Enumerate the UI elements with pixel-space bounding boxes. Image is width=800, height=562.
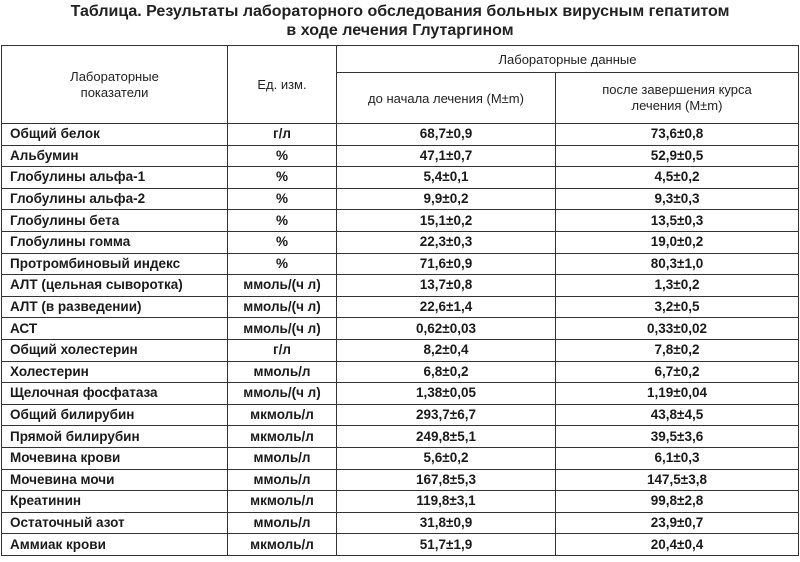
before-value-cell: 9,9±0,2 (337, 188, 556, 210)
indicator-name-cell: Глобулины альфа-2 (2, 188, 228, 210)
indicator-name-cell: АСТ (2, 318, 228, 340)
after-value-cell: 23,9±0,7 (556, 512, 799, 534)
after-value-cell: 43,8±4,5 (556, 404, 799, 426)
before-value-cell: 119,8±3,1 (337, 491, 556, 513)
after-value-cell: 7,8±0,2 (556, 339, 799, 361)
after-value-cell: 0,33±0,02 (556, 318, 799, 340)
header-before-treatment: до начала лечения (M±m) (337, 73, 556, 124)
unit-cell: ммоль/л (228, 469, 337, 491)
unit-cell: мкмоль/л (228, 426, 337, 448)
table-row (2, 253, 799, 275)
before-value-cell: 6,8±0,2 (337, 361, 556, 383)
after-value-cell: 80,3±1,0 (556, 253, 799, 275)
unit-cell: ммоль/(ч л) (228, 318, 337, 340)
after-value-cell: 52,9±0,5 (556, 145, 799, 167)
after-value-cell: 1,3±0,2 (556, 275, 799, 297)
after-value-cell: 99,8±2,8 (556, 491, 799, 513)
unit-cell: ммоль/(ч л) (228, 275, 337, 297)
before-value-cell: 22,6±1,4 (337, 296, 556, 318)
before-value-cell: 51,7±1,9 (337, 534, 556, 556)
indicator-name-cell: АЛТ (цельная сыворотка) (2, 275, 228, 297)
table-row (2, 339, 799, 361)
table-row (2, 296, 799, 318)
table-row (2, 231, 799, 253)
after-value-cell: 39,5±3,6 (556, 426, 799, 448)
header-indicators: Лабораторные показатели (2, 46, 228, 124)
indicator-name-cell: Остаточный азот (2, 512, 228, 534)
table-row (2, 447, 799, 469)
table-title-line-1: Таблица. Результаты лабораторного обследования больных вирусным гепатитом (70, 3, 730, 20)
before-value-cell: 293,7±6,7 (337, 404, 556, 426)
unit-cell: мкмоль/л (228, 534, 337, 556)
after-value-cell: 1,19±0,04 (556, 383, 799, 405)
after-value-cell: 6,1±0,3 (556, 447, 799, 469)
table-row (2, 361, 799, 383)
unit-cell: % (228, 253, 337, 275)
table-row (2, 512, 799, 534)
table-row (2, 210, 799, 232)
indicator-name-cell: Альбумин (2, 145, 228, 167)
table-title (0, 0, 800, 42)
unit-cell: % (228, 145, 337, 167)
after-value-cell: 13,5±0,3 (556, 210, 799, 232)
unit-cell: г/л (228, 124, 337, 146)
before-value-cell: 47,1±0,7 (337, 145, 556, 167)
before-value-cell: 1,38±0,05 (337, 383, 556, 405)
before-value-cell: 0,62±0,03 (337, 318, 556, 340)
unit-cell: мкмоль/л (228, 491, 337, 513)
indicator-name-cell: Креатинин (2, 491, 228, 513)
table-row (2, 534, 799, 556)
indicator-name-cell: Холестерин (2, 361, 228, 383)
unit-cell: % (228, 210, 337, 232)
table-row (2, 318, 799, 340)
indicator-name-cell: Общий билирубин (2, 404, 228, 426)
before-value-cell: 5,4±0,1 (337, 167, 556, 189)
indicator-name-cell: Глобулины гомма (2, 231, 228, 253)
table-row (2, 383, 799, 405)
table-row (2, 124, 799, 146)
after-value-cell: 147,5±3,8 (556, 469, 799, 491)
unit-cell: ммоль/л (228, 447, 337, 469)
header-lab-data: Лабораторные данные (337, 46, 799, 73)
indicator-name-cell: Общий белок (2, 124, 228, 146)
after-value-cell: 73,6±0,8 (556, 124, 799, 146)
after-value-cell: 19,0±0,2 (556, 231, 799, 253)
before-value-cell: 8,2±0,4 (337, 339, 556, 361)
before-value-cell: 167,8±5,3 (337, 469, 556, 491)
indicator-name-cell: Протромбиновый индекс (2, 253, 228, 275)
indicator-name-cell: Мочевина мочи (2, 469, 228, 491)
indicator-name-cell: Мочевина крови (2, 447, 228, 469)
table-row (2, 426, 799, 448)
indicator-name-cell: АЛТ (в разведении) (2, 296, 228, 318)
unit-cell: г/л (228, 339, 337, 361)
table-row (2, 275, 799, 297)
unit-cell: ммоль/(ч л) (228, 383, 337, 405)
unit-cell: мкмоль/л (228, 404, 337, 426)
table-row (2, 188, 799, 210)
header-after-treatment: после завершения курса лечения (M±m) (556, 73, 799, 124)
before-value-cell: 71,6±0,9 (337, 253, 556, 275)
table-body (2, 124, 799, 556)
before-value-cell: 22,3±0,3 (337, 231, 556, 253)
indicator-name-cell: Прямой билирубин (2, 426, 228, 448)
table-row (2, 491, 799, 513)
header-unit: Ед. изм. (228, 46, 337, 124)
unit-cell: % (228, 167, 337, 189)
table-row (2, 167, 799, 189)
before-value-cell: 5,6±0,2 (337, 447, 556, 469)
before-value-cell: 13,7±0,8 (337, 275, 556, 297)
after-value-cell: 4,5±0,2 (556, 167, 799, 189)
before-value-cell: 68,7±0,9 (337, 124, 556, 146)
before-value-cell: 31,8±0,9 (337, 512, 556, 534)
after-value-cell: 3,2±0,5 (556, 296, 799, 318)
lab-results-table (1, 45, 799, 556)
after-value-cell: 20,4±0,4 (556, 534, 799, 556)
unit-cell: ммоль/л (228, 361, 337, 383)
indicator-name-cell: Аммиак крови (2, 534, 228, 556)
unit-cell: % (228, 231, 337, 253)
unit-cell: ммоль/л (228, 512, 337, 534)
unit-cell: % (228, 188, 337, 210)
indicator-name-cell: Глобулины альфа-1 (2, 167, 228, 189)
table-row (2, 469, 799, 491)
table-row (2, 404, 799, 426)
indicator-name-cell: Общий холестерин (2, 339, 228, 361)
before-value-cell: 249,8±5,1 (337, 426, 556, 448)
before-value-cell: 15,1±0,2 (337, 210, 556, 232)
after-value-cell: 6,7±0,2 (556, 361, 799, 383)
unit-cell: ммоль/(ч л) (228, 296, 337, 318)
after-value-cell: 9,3±0,3 (556, 188, 799, 210)
table-row (2, 145, 799, 167)
indicator-name-cell: Щелочная фосфатаза (2, 383, 228, 405)
table-title-line-2: в ходе лечения Глутаргином (286, 22, 514, 39)
indicator-name-cell: Глобулины бета (2, 210, 228, 232)
